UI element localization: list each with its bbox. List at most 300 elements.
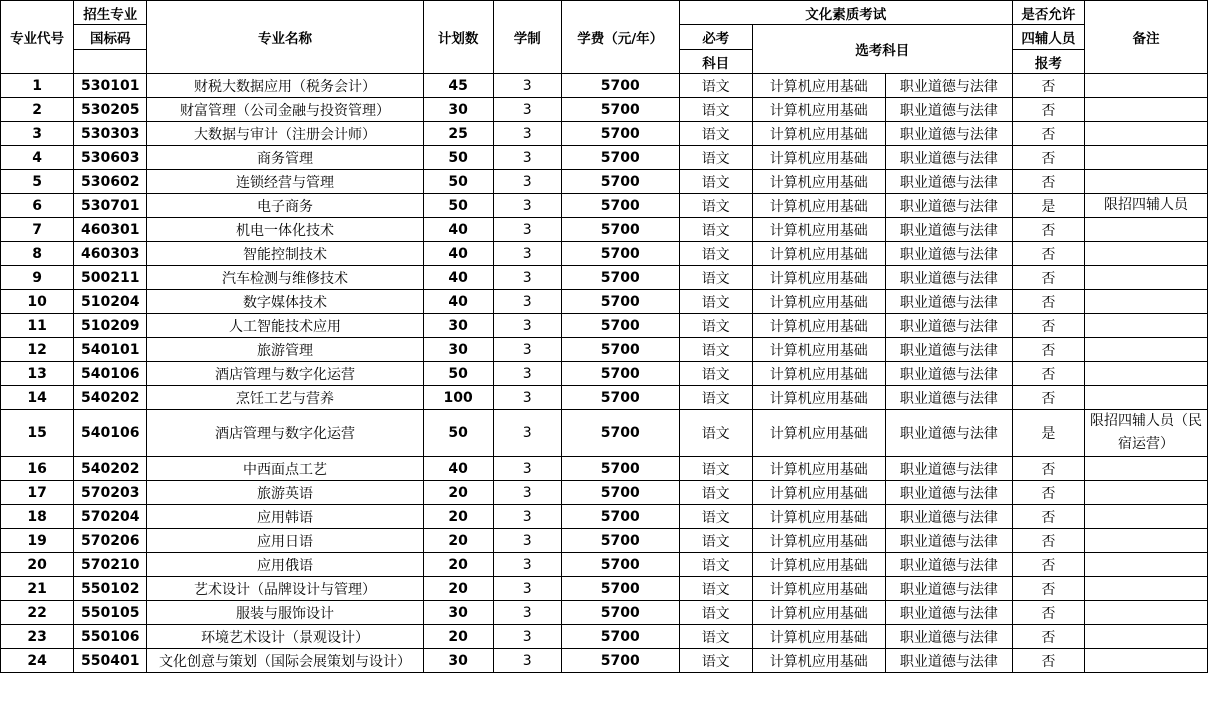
cell-fee: 5700 [561, 170, 679, 194]
cell-national-code: 530603 [74, 146, 147, 170]
cell-required: 语文 [679, 314, 752, 338]
cell-required: 语文 [679, 194, 752, 218]
cell-remark [1084, 553, 1207, 577]
cell-fee: 5700 [561, 362, 679, 386]
cell-elective-1: 计算机应用基础 [752, 362, 885, 386]
cell-elective-2: 职业道德与法律 [885, 625, 1012, 649]
header-allow-line2: 四辅人员 [1012, 25, 1084, 50]
cell-code: 12 [1, 338, 74, 362]
cell-elective-1: 计算机应用基础 [752, 122, 885, 146]
cell-elective-1: 计算机应用基础 [752, 529, 885, 553]
cell-national-code: 530303 [74, 122, 147, 146]
cell-plan: 20 [423, 481, 493, 505]
table-row [1, 577, 1208, 601]
cell-plan: 20 [423, 529, 493, 553]
header-elective: 选考科目 [752, 25, 1012, 74]
cell-code: 14 [1, 386, 74, 410]
table-row [1, 505, 1208, 529]
cell-national-code: 510209 [74, 314, 147, 338]
cell-required: 语文 [679, 649, 752, 673]
cell-allow: 否 [1012, 314, 1084, 338]
cell-national-code: 540106 [74, 410, 147, 457]
cell-fee: 5700 [561, 577, 679, 601]
cell-remark [1084, 481, 1207, 505]
cell-years: 3 [493, 194, 561, 218]
cell-elective-2: 职业道德与法律 [885, 170, 1012, 194]
table-row [1, 314, 1208, 338]
cell-fee: 5700 [561, 529, 679, 553]
cell-plan: 20 [423, 553, 493, 577]
cell-name: 艺术设计（品牌设计与管理） [147, 577, 423, 601]
table-row [1, 122, 1208, 146]
cell-remark [1084, 242, 1207, 266]
table-row [1, 194, 1208, 218]
table-row [1, 529, 1208, 553]
cell-required: 语文 [679, 625, 752, 649]
cell-national-code: 500211 [74, 266, 147, 290]
cell-elective-1: 计算机应用基础 [752, 242, 885, 266]
cell-allow: 是 [1012, 410, 1084, 457]
cell-required: 语文 [679, 98, 752, 122]
cell-plan: 20 [423, 577, 493, 601]
header-national-code-line2: 国标码 [74, 25, 147, 50]
cell-elective-1: 计算机应用基础 [752, 625, 885, 649]
cell-allow: 否 [1012, 577, 1084, 601]
cell-years: 3 [493, 170, 561, 194]
cell-name: 烹饪工艺与营养 [147, 386, 423, 410]
cell-fee: 5700 [561, 457, 679, 481]
cell-years: 3 [493, 529, 561, 553]
cell-elective-1: 计算机应用基础 [752, 386, 885, 410]
cell-code: 24 [1, 649, 74, 673]
cell-name: 服装与服饰设计 [147, 601, 423, 625]
cell-years: 3 [493, 218, 561, 242]
cell-elective-2: 职业道德与法律 [885, 314, 1012, 338]
cell-national-code: 540106 [74, 362, 147, 386]
cell-elective-1: 计算机应用基础 [752, 146, 885, 170]
cell-elective-1: 计算机应用基础 [752, 218, 885, 242]
cell-plan: 30 [423, 338, 493, 362]
cell-required: 语文 [679, 481, 752, 505]
cell-code: 15 [1, 410, 74, 457]
cell-fee: 5700 [561, 314, 679, 338]
cell-elective-2: 职业道德与法律 [885, 410, 1012, 457]
cell-elective-1: 计算机应用基础 [752, 290, 885, 314]
cell-name: 酒店管理与数字化运营 [147, 362, 423, 386]
cell-allow: 否 [1012, 505, 1084, 529]
table-row [1, 290, 1208, 314]
cell-code: 4 [1, 146, 74, 170]
table-row [1, 218, 1208, 242]
cell-required: 语文 [679, 529, 752, 553]
cell-years: 3 [493, 577, 561, 601]
cell-national-code: 570206 [74, 529, 147, 553]
table-row [1, 98, 1208, 122]
cell-elective-2: 职业道德与法律 [885, 529, 1012, 553]
cell-remark [1084, 625, 1207, 649]
cell-elective-1: 计算机应用基础 [752, 314, 885, 338]
cell-remark [1084, 314, 1207, 338]
cell-allow: 否 [1012, 290, 1084, 314]
cell-fee: 5700 [561, 98, 679, 122]
cell-remark [1084, 386, 1207, 410]
header-allow-line3: 报考 [1012, 50, 1084, 74]
cell-elective-1: 计算机应用基础 [752, 457, 885, 481]
cell-remark [1084, 338, 1207, 362]
cell-elective-2: 职业道德与法律 [885, 122, 1012, 146]
cell-elective-1: 计算机应用基础 [752, 98, 885, 122]
table-row [1, 649, 1208, 673]
cell-national-code: 550401 [74, 649, 147, 673]
cell-fee: 5700 [561, 505, 679, 529]
cell-years: 3 [493, 338, 561, 362]
cell-years: 3 [493, 290, 561, 314]
cell-plan: 50 [423, 410, 493, 457]
header-fee: 学费（元/年） [561, 1, 679, 74]
cell-fee: 5700 [561, 410, 679, 457]
cell-elective-1: 计算机应用基础 [752, 577, 885, 601]
cell-years: 3 [493, 505, 561, 529]
cell-fee: 5700 [561, 194, 679, 218]
cell-allow: 否 [1012, 457, 1084, 481]
cell-remark: 限招四辅人员（民宿运营） [1084, 410, 1207, 457]
cell-elective-2: 职业道德与法律 [885, 218, 1012, 242]
table-row [1, 481, 1208, 505]
cell-allow: 否 [1012, 386, 1084, 410]
cell-years: 3 [493, 601, 561, 625]
cell-fee: 5700 [561, 218, 679, 242]
cell-national-code: 550105 [74, 601, 147, 625]
header-name: 专业名称 [147, 1, 423, 74]
table-row [1, 410, 1208, 457]
cell-elective-1: 计算机应用基础 [752, 649, 885, 673]
cell-remark [1084, 290, 1207, 314]
cell-plan: 40 [423, 290, 493, 314]
cell-national-code: 530602 [74, 170, 147, 194]
cell-allow: 否 [1012, 529, 1084, 553]
cell-fee: 5700 [561, 74, 679, 98]
cell-plan: 30 [423, 649, 493, 673]
cell-allow: 否 [1012, 601, 1084, 625]
cell-name: 财富管理（公司金融与投资管理） [147, 98, 423, 122]
cell-required: 语文 [679, 386, 752, 410]
cell-national-code: 460301 [74, 218, 147, 242]
cell-elective-1: 计算机应用基础 [752, 410, 885, 457]
cell-elective-1: 计算机应用基础 [752, 170, 885, 194]
cell-required: 语文 [679, 601, 752, 625]
cell-required: 语文 [679, 242, 752, 266]
table-row [1, 242, 1208, 266]
cell-code: 17 [1, 481, 74, 505]
cell-code: 5 [1, 170, 74, 194]
cell-allow: 否 [1012, 649, 1084, 673]
header-remark: 备注 [1084, 1, 1207, 74]
cell-name: 连锁经营与管理 [147, 170, 423, 194]
cell-name: 应用俄语 [147, 553, 423, 577]
cell-years: 3 [493, 266, 561, 290]
cell-fee: 5700 [561, 481, 679, 505]
cell-elective-2: 职业道德与法律 [885, 74, 1012, 98]
cell-allow: 否 [1012, 218, 1084, 242]
cell-remark [1084, 122, 1207, 146]
cell-allow: 否 [1012, 122, 1084, 146]
cell-elective-2: 职业道德与法律 [885, 98, 1012, 122]
cell-remark: 限招四辅人员 [1084, 194, 1207, 218]
cell-remark [1084, 218, 1207, 242]
cell-national-code: 530101 [74, 74, 147, 98]
cell-remark [1084, 505, 1207, 529]
cell-plan: 50 [423, 170, 493, 194]
table-row [1, 553, 1208, 577]
cell-fee: 5700 [561, 601, 679, 625]
cell-elective-2: 职业道德与法律 [885, 194, 1012, 218]
cell-code: 19 [1, 529, 74, 553]
cell-name: 中西面点工艺 [147, 457, 423, 481]
cell-remark [1084, 266, 1207, 290]
table-row [1, 146, 1208, 170]
header-code: 专业代号 [1, 1, 74, 74]
cell-elective-2: 职业道德与法律 [885, 649, 1012, 673]
cell-required: 语文 [679, 290, 752, 314]
cell-required: 语文 [679, 553, 752, 577]
cell-required: 语文 [679, 146, 752, 170]
cell-allow: 否 [1012, 553, 1084, 577]
cell-name: 应用韩语 [147, 505, 423, 529]
cell-allow: 是 [1012, 194, 1084, 218]
cell-remark [1084, 577, 1207, 601]
cell-name: 文化创意与策划（国际会展策划与设计） [147, 649, 423, 673]
cell-elective-2: 职业道德与法律 [885, 290, 1012, 314]
cell-plan: 40 [423, 242, 493, 266]
cell-required: 语文 [679, 457, 752, 481]
cell-plan: 30 [423, 314, 493, 338]
cell-remark [1084, 601, 1207, 625]
cell-name: 电子商务 [147, 194, 423, 218]
cell-required: 语文 [679, 218, 752, 242]
cell-required: 语文 [679, 74, 752, 98]
cell-allow: 否 [1012, 362, 1084, 386]
cell-years: 3 [493, 362, 561, 386]
cell-remark [1084, 457, 1207, 481]
cell-elective-2: 职业道德与法律 [885, 362, 1012, 386]
cell-code: 16 [1, 457, 74, 481]
cell-years: 3 [493, 649, 561, 673]
cell-elective-2: 职业道德与法律 [885, 242, 1012, 266]
cell-national-code: 510204 [74, 290, 147, 314]
table-row [1, 386, 1208, 410]
cell-national-code: 540101 [74, 338, 147, 362]
cell-name: 人工智能技术应用 [147, 314, 423, 338]
cell-name: 大数据与审计（注册会计师） [147, 122, 423, 146]
header-required-line2: 科目 [679, 50, 752, 74]
cell-national-code: 540202 [74, 386, 147, 410]
table-row [1, 170, 1208, 194]
cell-plan: 20 [423, 505, 493, 529]
cell-name: 酒店管理与数字化运营 [147, 410, 423, 457]
cell-fee: 5700 [561, 146, 679, 170]
cell-elective-2: 职业道德与法律 [885, 577, 1012, 601]
header-exam-group: 文化素质考试 [679, 1, 1012, 25]
cell-required: 语文 [679, 266, 752, 290]
cell-national-code: 550102 [74, 577, 147, 601]
cell-name: 数字媒体技术 [147, 290, 423, 314]
cell-fee: 5700 [561, 290, 679, 314]
cell-allow: 否 [1012, 98, 1084, 122]
cell-code: 2 [1, 98, 74, 122]
cell-years: 3 [493, 553, 561, 577]
cell-required: 语文 [679, 505, 752, 529]
cell-code: 7 [1, 218, 74, 242]
cell-plan: 40 [423, 266, 493, 290]
cell-national-code: 550106 [74, 625, 147, 649]
cell-name: 汽车检测与维修技术 [147, 266, 423, 290]
header-required-line1: 必考 [679, 25, 752, 50]
cell-years: 3 [493, 74, 561, 98]
header-years: 学制 [493, 1, 561, 74]
cell-allow: 否 [1012, 242, 1084, 266]
cell-elective-2: 职业道德与法律 [885, 266, 1012, 290]
cell-plan: 20 [423, 625, 493, 649]
cell-plan: 100 [423, 386, 493, 410]
table-row [1, 74, 1208, 98]
cell-code: 23 [1, 625, 74, 649]
cell-allow: 否 [1012, 74, 1084, 98]
cell-elective-1: 计算机应用基础 [752, 266, 885, 290]
table-row [1, 625, 1208, 649]
cell-elective-1: 计算机应用基础 [752, 601, 885, 625]
cell-name: 环境艺术设计（景观设计） [147, 625, 423, 649]
cell-remark [1084, 74, 1207, 98]
cell-remark [1084, 529, 1207, 553]
cell-required: 语文 [679, 170, 752, 194]
cell-years: 3 [493, 625, 561, 649]
cell-elective-1: 计算机应用基础 [752, 553, 885, 577]
cell-required: 语文 [679, 410, 752, 457]
cell-national-code: 540202 [74, 457, 147, 481]
header-national-code-blank [74, 50, 147, 74]
cell-name: 智能控制技术 [147, 242, 423, 266]
cell-fee: 5700 [561, 649, 679, 673]
cell-remark [1084, 170, 1207, 194]
cell-years: 3 [493, 410, 561, 457]
cell-name: 应用日语 [147, 529, 423, 553]
cell-plan: 50 [423, 362, 493, 386]
cell-code: 22 [1, 601, 74, 625]
cell-plan: 40 [423, 457, 493, 481]
cell-required: 语文 [679, 122, 752, 146]
cell-national-code: 570203 [74, 481, 147, 505]
table-row [1, 362, 1208, 386]
cell-elective-2: 职业道德与法律 [885, 146, 1012, 170]
cell-elective-2: 职业道德与法律 [885, 601, 1012, 625]
cell-name: 机电一体化技术 [147, 218, 423, 242]
cell-fee: 5700 [561, 553, 679, 577]
cell-code: 6 [1, 194, 74, 218]
cell-plan: 30 [423, 601, 493, 625]
cell-code: 3 [1, 122, 74, 146]
table-body [1, 74, 1208, 673]
cell-fee: 5700 [561, 242, 679, 266]
cell-required: 语文 [679, 362, 752, 386]
cell-elective-2: 职业道德与法律 [885, 386, 1012, 410]
cell-elective-1: 计算机应用基础 [752, 194, 885, 218]
cell-years: 3 [493, 386, 561, 410]
header-plan: 计划数 [423, 1, 493, 74]
cell-plan: 40 [423, 218, 493, 242]
cell-elective-2: 职业道德与法律 [885, 457, 1012, 481]
cell-code: 10 [1, 290, 74, 314]
cell-plan: 50 [423, 146, 493, 170]
cell-plan: 50 [423, 194, 493, 218]
cell-allow: 否 [1012, 338, 1084, 362]
cell-years: 3 [493, 481, 561, 505]
cell-code: 9 [1, 266, 74, 290]
cell-allow: 否 [1012, 625, 1084, 649]
cell-years: 3 [493, 122, 561, 146]
cell-name: 旅游管理 [147, 338, 423, 362]
table-row [1, 601, 1208, 625]
cell-code: 8 [1, 242, 74, 266]
cell-years: 3 [493, 242, 561, 266]
table-row [1, 338, 1208, 362]
cell-plan: 45 [423, 74, 493, 98]
cell-remark [1084, 146, 1207, 170]
cell-code: 18 [1, 505, 74, 529]
cell-required: 语文 [679, 338, 752, 362]
cell-years: 3 [493, 146, 561, 170]
cell-plan: 30 [423, 98, 493, 122]
cell-name: 旅游英语 [147, 481, 423, 505]
cell-allow: 否 [1012, 266, 1084, 290]
cell-fee: 5700 [561, 122, 679, 146]
cell-code: 21 [1, 577, 74, 601]
cell-fee: 5700 [561, 386, 679, 410]
table-row [1, 457, 1208, 481]
cell-remark [1084, 98, 1207, 122]
cell-remark [1084, 649, 1207, 673]
cell-fee: 5700 [561, 266, 679, 290]
cell-fee: 5700 [561, 338, 679, 362]
cell-name: 商务管理 [147, 146, 423, 170]
cell-national-code: 530701 [74, 194, 147, 218]
cell-allow: 否 [1012, 170, 1084, 194]
cell-name: 财税大数据应用（税务会计） [147, 74, 423, 98]
cell-remark [1084, 362, 1207, 386]
cell-elective-2: 职业道德与法律 [885, 505, 1012, 529]
cell-elective-1: 计算机应用基础 [752, 338, 885, 362]
cell-national-code: 570210 [74, 553, 147, 577]
cell-plan: 25 [423, 122, 493, 146]
cell-elective-2: 职业道德与法律 [885, 481, 1012, 505]
header-allow-line1: 是否允许 [1012, 1, 1084, 25]
cell-required: 语文 [679, 577, 752, 601]
cell-years: 3 [493, 314, 561, 338]
cell-elective-1: 计算机应用基础 [752, 481, 885, 505]
cell-code: 13 [1, 362, 74, 386]
table-row [1, 266, 1208, 290]
cell-elective-2: 职业道德与法律 [885, 553, 1012, 577]
cell-elective-2: 职业道德与法律 [885, 338, 1012, 362]
cell-code: 20 [1, 553, 74, 577]
cell-years: 3 [493, 457, 561, 481]
cell-national-code: 570204 [74, 505, 147, 529]
cell-elective-1: 计算机应用基础 [752, 505, 885, 529]
cell-elective-1: 计算机应用基础 [752, 74, 885, 98]
cell-allow: 否 [1012, 146, 1084, 170]
cell-national-code: 460303 [74, 242, 147, 266]
cell-code: 11 [1, 314, 74, 338]
cell-allow: 否 [1012, 481, 1084, 505]
